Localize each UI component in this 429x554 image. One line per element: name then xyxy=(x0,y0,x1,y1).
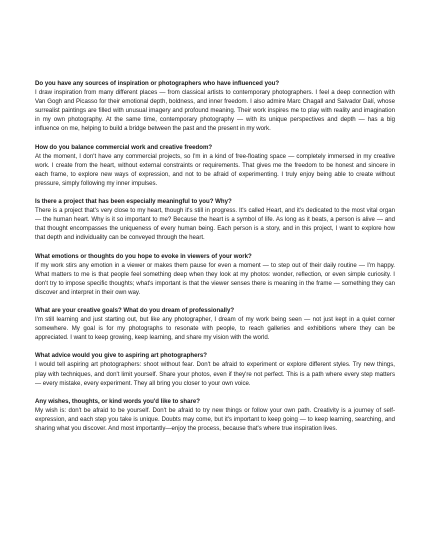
qa-block-advice xyxy=(35,351,395,387)
question-heading: How do you balance commercial work and creative freedom? xyxy=(35,143,213,151)
answer-paragraph: At the moment, I don't have any commercial projects, so I'm in a kind of free-floating space — completely immersed in my creative work. I create from the heart, without external constraints or requirements. That gives me the freedom to be honest and sincere in each frame, to explore new ways of expression, and not to be afraid of experimenting. I truly enjoy being able to create without pressure, simply following my inner impulses. xyxy=(35,152,395,187)
qa-block-meaningful-project xyxy=(35,197,395,242)
qa-block-commercial-balance xyxy=(35,143,395,188)
qa-block-inspiration xyxy=(35,79,395,134)
interview-page xyxy=(35,79,395,442)
question-heading: Is there a project that has been especially meaningful to you? Why? xyxy=(35,198,232,206)
question-heading: What emotions or thoughts do you hope to evoke in viewers of your work? xyxy=(35,252,252,260)
answer-paragraph: I would tell aspiring art photographers: shoot without fear. Don't be afraid to experiment or explore different styles. Try new things, play with techniques, and don't limit yourself. Share your photos, even if they're not perfect. This is a path where every step matters — every mistake, every experiment. They all bring you closer to your own voice. xyxy=(35,361,395,387)
qa-block-wishes xyxy=(35,397,395,433)
answer-paragraph: If my work stirs any emotion in a viewer or makes them pause for even a moment — to step out of their daily routine — I'm happy. What matters to me is that people feel something deep when they look at my photos: wonder, reflection, or even simple curiosity. I don't try to impose specific thoughts; what's important is that the viewer senses there is meaning in the frame — something they can discover and interpret in their own way. xyxy=(35,261,395,296)
question-heading: Any wishes, thoughts, or kind words you'd like to share? xyxy=(35,397,200,405)
answer-paragraph: I'm still learning and just starting out, but like any photographer, I dream of my work being seen — not just kept in a quiet corner somewhere. My goal is for my photographs to resonate with people, to reach galleries and exhibitions where they can be appreciated. I want to keep growing, keep learning, and share my vision with the world. xyxy=(35,316,395,342)
question-heading: What are your creative goals? What do you dream of professionally? xyxy=(35,306,235,314)
question-heading: What advice would you give to aspiring art photographers? xyxy=(35,352,207,360)
answer-paragraph: My wish is: don't be afraid to be yourself. Don't be afraid to try new things or follow your own path. Creativity is a journey of self-expression, and each step you take is unique. Doubts may come, but it's important to keep going — to keep learning, searching, and sharing what you discover. And most importantly—enjoy the process, because that's where true inspiration lives. xyxy=(35,406,395,432)
question-heading: Do you have any sources of inspiration or photographers who have influenced you? xyxy=(35,80,280,87)
answer-paragraph: I draw inspiration from many different places — from classical artists to contemporary photographers. I feel a deep connection with Van Gogh and Picasso for their emotional depth, boldness, and inner freedom. I also admire Marc Chagall and Salvador Dalí, whose surrealist paintings are filled with unusual imagery and profound meaning. Their work inspires me to play with reality and imagination in my own photography. At the same time, contemporary photography — with its unique perspectives and depth — has a big influence on me, helping to build a bridge between the past and the present in my work. xyxy=(35,89,395,133)
answer-paragraph: There is a project that's very close to my heart, though it's still in progress. It's called Heart, and it's dedicated to the most vital organ — the human heart. Why is it so important to me? Because the heart is a symbol of life. As long as it beats, a person is alive — and that thought encompasses the uniqueness of every human being. Each person is a story, and in this project, I want to explore how that depth and individuality can be conveyed through the heart. xyxy=(35,207,395,242)
qa-block-emotions xyxy=(35,252,395,297)
qa-block-creative-goals xyxy=(35,306,395,342)
